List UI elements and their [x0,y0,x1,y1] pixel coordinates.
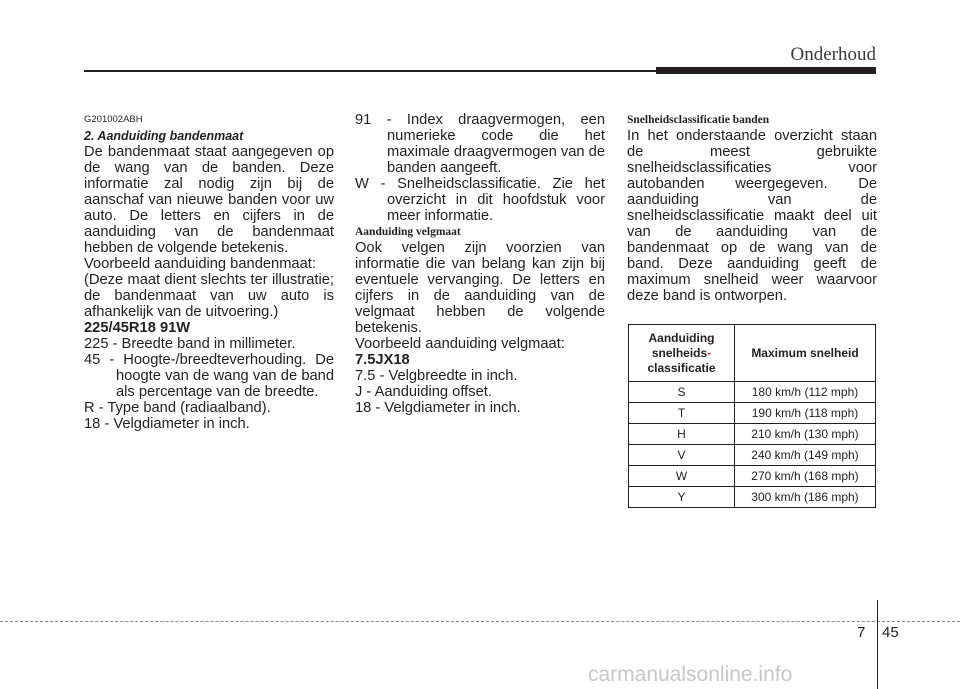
rating-code-cell: W [629,466,735,487]
max-speed-cell: 240 km/h (149 mph) [735,445,876,466]
rating-code-cell: S [629,382,735,403]
rating-code-cell: H [629,424,735,445]
table-row [629,445,876,466]
header-cell-rating-line3: classificatie [647,360,716,375]
right-column [627,112,877,304]
list-item: 18 - Velgdiameter in inch. [84,416,250,432]
max-speed-cell: 270 km/h (168 mph) [735,466,876,487]
rating-code-cell: Y [629,487,735,508]
max-speed-cell: 190 km/h (118 mph) [735,403,876,424]
list-item: 45 - Hoogte-/breedteverhouding. De hoogte van de wang van de band als percentage van de breedte. [84,352,334,400]
rim-example-label: Voorbeeld aanduiding velgmaat: [355,336,565,352]
header-cell-max-speed: Maximum snelheid [735,325,876,382]
example-code: 225/45R18 91W [84,320,191,336]
table-row [629,466,876,487]
table-row [629,382,876,403]
page-number: 45 [882,624,899,641]
page-header-title: Onderhoud [790,44,876,65]
speed-intro-paragraph: In het onderstaande overzicht staan de meest gebruikte snelheidsclassificaties voor autobanden weergegeven. De aanduiding van de snelheidsclassificatie maakt deel uit van de aanduiding van de bandenmaat op de wang van de band. Deze aanduiding geeft de maximum snelheid weer waarvoor deze band is ontworpen. [627,128,877,304]
rim-example-code: 7.5JX18 [355,352,410,368]
watermark-text: carmanualsonline.info [588,663,793,686]
list-item: R - Type band (radiaalband). [84,400,271,416]
left-column [84,112,334,432]
list-item: 91 - Index draagvermogen, een numerieke code die het maximale draagvermogen van de banden aangeeft. [355,112,605,176]
table-row [629,403,876,424]
max-speed-cell: 180 km/h (112 mph) [735,382,876,403]
header-rule [84,70,658,72]
footer-dashed-rule [0,621,960,622]
chapter-number: 7 [857,624,866,641]
hyphen-mark: - [707,345,712,360]
rim-heading: Aanduiding velgmaat [355,226,461,238]
header-cell-rating [629,325,735,382]
middle-column [355,112,605,416]
speed-rating-table [628,324,876,508]
footer-vertical-rule [877,600,878,689]
max-speed-cell: 300 km/h (186 mph) [735,487,876,508]
list-item: 7.5 - Velgbreedte in inch. [355,368,518,384]
list-item: J - Aanduiding offset. [355,384,492,400]
table-header-row [629,325,876,382]
list-item: W - Snelheidsclassificatie. Zie het overzicht in dit hoofdstuk voor meer informatie. [355,176,605,224]
section-heading: 2. Aanduiding bandenmaat [84,129,244,143]
header-rule-thick [656,67,876,74]
table-row [629,424,876,445]
table-row [629,487,876,508]
section-code: G201002ABH [84,114,143,125]
max-speed-cell: 210 km/h (130 mph) [735,424,876,445]
header-cell-rating-line2: snelheids [651,345,708,360]
list-item: 225 - Breedte band in millimeter. [84,336,296,352]
intro-paragraph: De bandenmaat staat aangegeven op de wang van de banden. Deze informatie zal nodig zijn bij de aanschaf van nieuwe banden voor uw auto. De letters en cijfers in de aanduiding van de bandenmaat hebben de volgende betekenis. [84,144,334,256]
note-paragraph: (Deze maat dient slechts ter illustratie; de bandenmaat van uw auto is afhankelijk van de uitvoering.) [84,272,334,320]
header-cell-rating-line1: Aanduiding [648,330,715,345]
rating-code-cell: V [629,445,735,466]
rating-code-cell: T [629,403,735,424]
list-item: 18 - Velgdiameter in inch. [355,400,521,416]
speed-heading: Snelheidsclassificatie banden [627,114,770,126]
example-label: Voorbeeld aanduiding bandenmaat: [84,256,316,272]
rim-intro-paragraph: Ook velgen zijn voorzien van informatie die van belang kan zijn bij eventuele vervanging. De letters en cijfers in de aanduiding van de velgmaat hebben de volgende betekenis. [355,240,605,336]
